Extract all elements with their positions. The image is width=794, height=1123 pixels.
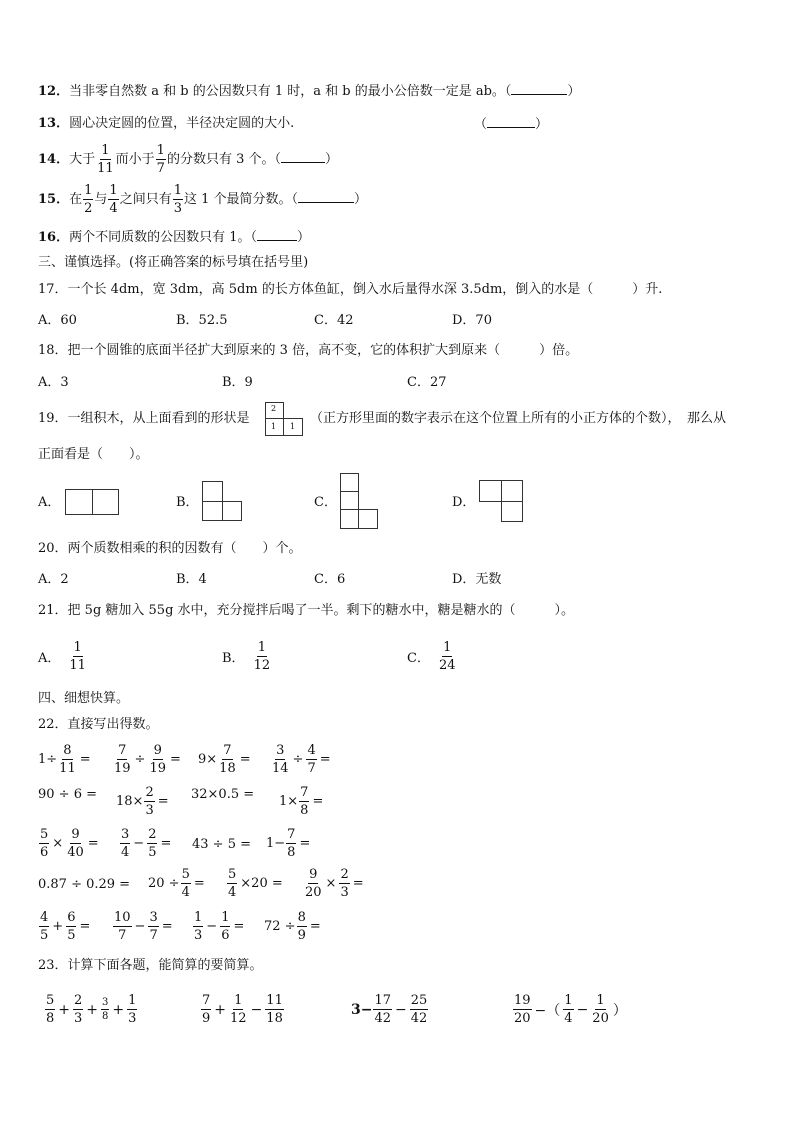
section-heading-3: 三、谨慎选择。(将正确答案的标号填在括号里): [38, 255, 309, 270]
q13-text: 圆心决定圆的位置，半径决定圆的大小.: [69, 116, 295, 131]
q12-number: 12．: [38, 84, 70, 99]
q20-option-b[interactable]: B．4: [176, 572, 207, 587]
question-19-line1-post: （正方形里面的数字表示在这个位置上所有的小正方体的个数）， 那么从: [310, 411, 727, 426]
q13-number: 13．: [38, 116, 70, 131]
paren-open: （: [474, 117, 488, 132]
q14-text: 而小于: [115, 152, 155, 167]
question-17: 17．一个长 4dm，宽 3dm，高 5dm 的长方体鱼缸，倒入水后量得水深 3.5dm，倒入的水是（ ）升.: [38, 282, 663, 297]
q23-expression-3: 3− $\frac{17}{42}$ − $\frac{25}{42}$: [351, 993, 428, 1026]
answer-blank[interactable]: [257, 228, 297, 241]
calc-row-1-item-1: 1÷ $\frac{8}{11}$ =: [38, 743, 91, 776]
q23-expression-1: $\frac{5}{8}$ + $\frac{2}{3}$ + $\frac{3}{8}$ + $\frac{1}{3}$: [46, 993, 137, 1026]
calc-row-1-item-3: 9× $\frac{7}{18}$ =: [198, 743, 251, 776]
option-b-figure: [202, 481, 242, 521]
q23-expression-2: $\frac{7}{9}$ + $\frac{1}{12}$ − $\frac{11}{18}$: [202, 993, 283, 1026]
q16-number: 16．: [38, 230, 70, 245]
grid-number: 1: [271, 422, 277, 431]
q14-text: 大于: [69, 152, 96, 167]
q23-expression-4: $\frac{19}{20}$ −（ $\frac{1}{4}$ − $\frac{1}{20}$ ）: [514, 993, 627, 1026]
q15-text: 之间只有: [119, 192, 172, 207]
calc-row-4-item-1: 0.87 ÷ 0.29 =: [38, 877, 131, 892]
q17-option-c[interactable]: C．42: [314, 313, 354, 328]
q20-option-a[interactable]: A．2: [38, 572, 69, 587]
q19-option-a[interactable]: A．: [38, 495, 61, 510]
q15-text: 这 1 个最简分数。（: [183, 192, 299, 207]
grid-number: 1: [290, 422, 296, 431]
q14-text: 的分数只有 3 个。（: [166, 152, 281, 167]
q19-option-b[interactable]: B．: [176, 495, 199, 510]
calc-row-3-item-4: 1− $\frac{7}{8}$ =: [266, 827, 311, 860]
calc-row-2-item-2: 18× $\frac{2}{3}$ =: [116, 785, 169, 818]
top-view-grid: [265, 402, 303, 436]
question-13: [38, 115, 294, 133]
q17-option-b[interactable]: B．52.5: [176, 313, 228, 328]
q19-option-c[interactable]: C．: [314, 495, 337, 510]
fraction: $\frac{1}{11}$: [97, 143, 114, 176]
fraction: $\frac{1}{2}$: [84, 183, 93, 216]
q15-text: 在: [69, 192, 83, 207]
fraction: $\frac{1}{4}$: [109, 183, 118, 216]
question-12: [38, 82, 580, 101]
question-15: [38, 183, 367, 217]
paren-close: ）: [297, 230, 311, 245]
answer-blank[interactable]: [511, 82, 567, 95]
option-a-figure: [65, 489, 119, 515]
answer-blank[interactable]: [487, 115, 535, 128]
q17-option-d[interactable]: D．70: [452, 313, 492, 328]
calc-row-4-item-3: $\frac{5}{4}$ ×20 =: [228, 867, 283, 900]
q21-option-a[interactable]: A． $\frac{1}{11}$: [38, 640, 86, 673]
paren-close: ）: [325, 152, 339, 167]
question-14: [38, 143, 338, 177]
section-heading-4: 四、细想快算。: [38, 691, 130, 706]
paren-close: ）: [535, 117, 549, 132]
calc-row-3-item-1: $\frac{5}{6}$ × $\frac{9}{40}$ =: [40, 827, 99, 860]
q18-option-a[interactable]: A．3: [38, 375, 69, 390]
calc-row-5-item-2: $\frac{10}{7}$ − $\frac{3}{7}$ =: [114, 910, 173, 943]
question-16: [38, 228, 310, 247]
q21-option-c[interactable]: C． $\frac{1}{24}$: [407, 640, 456, 673]
paren-close: ）: [354, 192, 368, 207]
question-22-title: 22．直接写出得数。: [38, 717, 159, 732]
q13-answer-paren: [474, 115, 548, 134]
question-19-line1-pre: 19．一组积木，从上面看到的形状是: [38, 411, 250, 426]
q18-option-b[interactable]: B．9: [222, 375, 253, 390]
paren-close: ）: [567, 84, 581, 99]
q18-option-c[interactable]: C．27: [407, 375, 447, 390]
calc-row-2-item-3: 32×0.5 =: [191, 787, 255, 802]
question-18: 18．把一个圆锥的底面半径扩大到原来的 3 倍，高不变，它的体积扩大到原来（ ）倍。: [38, 343, 579, 358]
grid-number: 2: [271, 404, 277, 413]
q14-number: 14．: [38, 152, 70, 167]
calc-row-3-item-2: $\frac{3}{4}$ − $\frac{2}{5}$ =: [121, 827, 172, 860]
q20-option-c[interactable]: C．6: [314, 572, 346, 587]
question-23-title: 23．计算下面各题，能简算的要简算。: [38, 958, 263, 973]
q15-number: 15．: [38, 192, 70, 207]
fraction: $\frac{1}{3}$: [173, 183, 182, 216]
calc-row-4-item-2: 20 ÷ $\frac{5}{4}$ =: [148, 867, 205, 900]
q21-option-b[interactable]: B． $\frac{1}{12}$: [222, 640, 271, 673]
q19-option-d[interactable]: D．: [452, 495, 476, 510]
q15-text: 与: [94, 192, 108, 207]
calc-row-5-item-4: 72 ÷ $\frac{8}{9}$ =: [264, 910, 321, 943]
calc-row-5-item-3: $\frac{1}{3}$ − $\frac{1}{6}$ =: [194, 910, 245, 943]
calc-row-4-item-4: $\frac{9}{20}$ × $\frac{2}{3}$ =: [305, 867, 364, 900]
question-20: 20．两个质数相乘的积的因数有（ ）个。: [38, 541, 302, 556]
calc-row-3-item-3: 43 ÷ 5 =: [192, 837, 251, 852]
question-21: 21．把 5g 糖加入 55g 水中，充分搅拌后喝了一半。剩下的糖水中，糖是糖水的（ ）。: [38, 603, 575, 618]
calc-row-5-item-1: $\frac{4}{5}$ + $\frac{6}{5}$ =: [40, 910, 91, 943]
q20-option-d[interactable]: D．无数: [452, 572, 502, 587]
option-d-figure: [479, 480, 523, 522]
q16-text: 两个不同质数的公因数只有 1。（: [69, 230, 257, 245]
question-19-line2: 正面看是（ ）。: [38, 447, 149, 462]
calc-row-2-item-4: 1× $\frac{7}{8}$ =: [279, 785, 324, 818]
answer-blank[interactable]: [281, 150, 325, 163]
calc-row-2-item-1: 90 ÷ 6 =: [38, 787, 97, 802]
answer-blank[interactable]: [298, 190, 354, 203]
q17-option-a[interactable]: A．60: [38, 313, 77, 328]
q12-text: 当非零自然数 a 和 b 的公因数只有 1 时，a 和 b 的最小公倍数一定是 ab。（: [69, 84, 512, 99]
calc-row-1-item-4: $\frac{3}{14}$ ÷ $\frac{4}{7}$ =: [272, 743, 331, 776]
calc-row-1-item-2: $\frac{7}{19}$ ÷ $\frac{9}{19}$ =: [114, 743, 181, 776]
fraction: $\frac{1}{7}$: [156, 143, 165, 176]
option-c-figure: [340, 473, 378, 529]
